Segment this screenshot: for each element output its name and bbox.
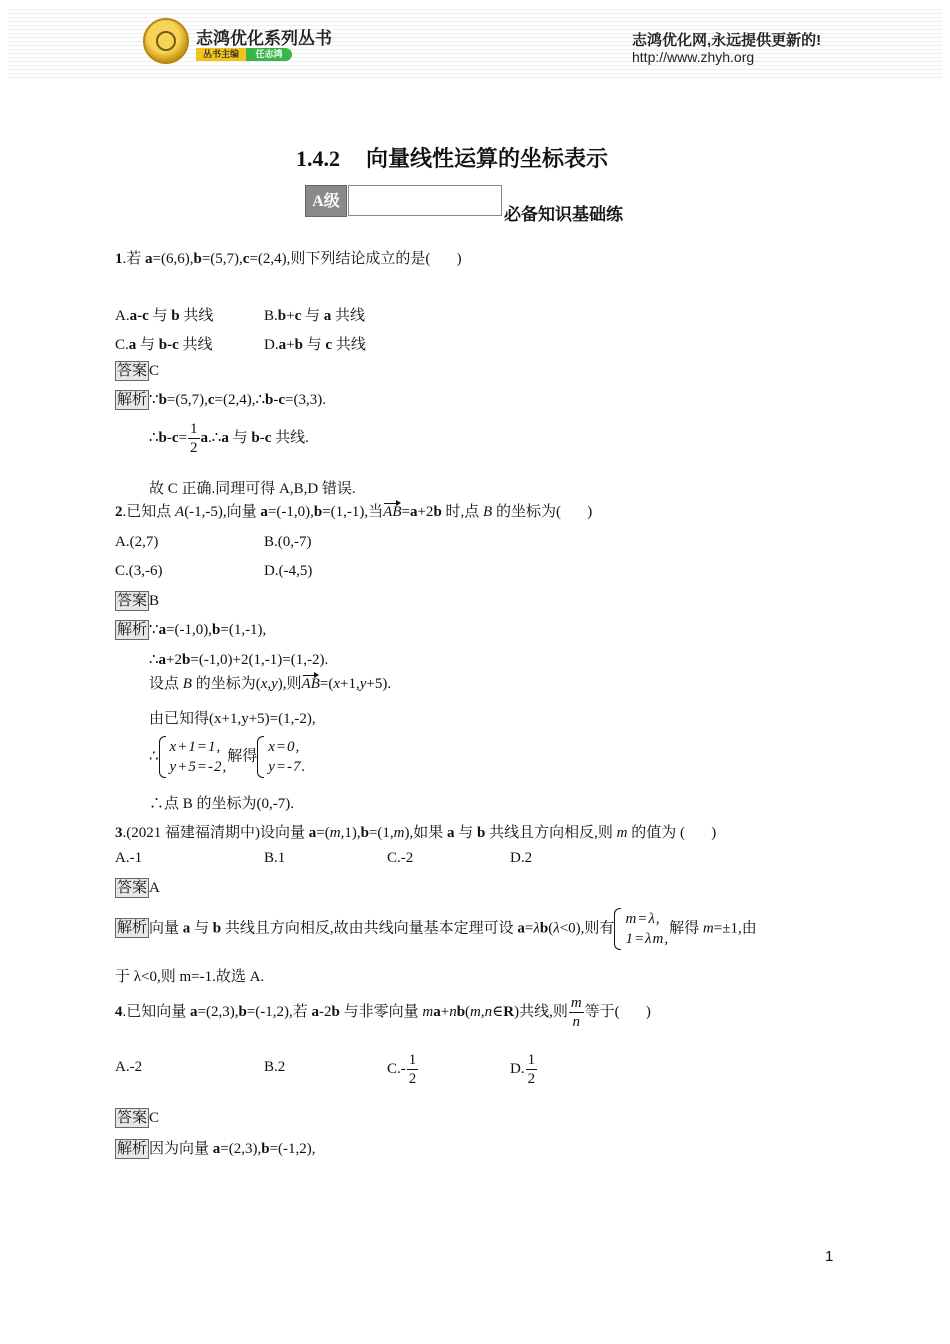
level-box	[348, 185, 502, 216]
q3-option-a: A.-1	[115, 850, 143, 866]
q1-analysis-2: ∴b-c= $\frac{1}{2}$ a.∴a 与 b-c 共线.	[149, 421, 309, 456]
equation-system: m=λ, 1=λm,	[614, 908, 669, 950]
analysis-label: 解析	[117, 622, 148, 638]
series-editor-label: 丛书主编	[196, 48, 246, 61]
section-number: 1.4.2	[296, 146, 340, 171]
answer-label: 答案	[117, 593, 148, 609]
vector-ab: AB	[302, 672, 320, 693]
question-4: 4.已知向量 a=(2,3),b=(-1,2),若 a-2b 与非零向量 ma+nb(m,n∈R)共线,则 $\frac{m}{n}$ 等于( )	[115, 995, 651, 1030]
fraction-m-over-n: $\frac{m}{n}$	[570, 995, 582, 1030]
publisher-logo	[143, 18, 189, 64]
q2-analysis-4: 由已知得(x+1,y+5)=(1,-2),	[149, 711, 316, 727]
vector-ab: AB	[383, 500, 401, 521]
fraction: $\frac{1}{2}$	[527, 1052, 536, 1087]
question-1: 1.若 a=(6,6),b=(5,7),c=(2,4),则下列结论成立的是( )	[115, 251, 462, 267]
series-editor-name: 任志鸿	[246, 48, 292, 61]
q4-option-a: A.-2	[115, 1059, 143, 1075]
analysis-label: 解析	[117, 920, 148, 937]
solution-system: x=0, y=-7.	[257, 736, 306, 778]
level-text: 必备知识基础练	[504, 205, 623, 224]
question-3: 3.(2021 福建福清期中)设向量 a=(m,1),b=(1,m),如果 a 与 b 共线且方向相反,则 m 的值为 ( )	[115, 825, 717, 841]
q1-option-a: A.a-c 与 b 共线	[115, 308, 214, 324]
q1-analysis-3: 故 C 正确.同理可得 A,B,D 错误.	[149, 481, 356, 497]
q2-option-a: A.(2,7)	[115, 534, 159, 550]
q4-option-d: D. $\frac{1}{2}$	[510, 1052, 536, 1087]
site-url[interactable]: http://www.zhyh.org	[632, 49, 755, 65]
equation-system: x+1=1, y+5=-2,	[159, 736, 228, 778]
q1-option-d: D.a+b 与 c 共线	[264, 337, 366, 353]
site-slogan: 志鸿优化网,永远提供更新的!	[632, 32, 822, 49]
fraction: $\frac{1}{2}$	[408, 1052, 417, 1087]
q4-option-b: B.2	[264, 1059, 286, 1075]
q1-analysis-1: 解析 ∵b=(5,7),c=(2,4),∴b-c=(3,3).	[117, 392, 326, 408]
q3-analysis-2: 于 λ<0,则 m=-1.故选 A.	[115, 969, 265, 985]
q3-option-b: B.1	[264, 850, 286, 866]
page-title	[296, 142, 608, 173]
series-title: 志鸿优化系列丛书	[196, 29, 332, 48]
q1-answer: 答案 C	[117, 363, 160, 379]
answer-label: 答案	[117, 880, 148, 896]
section-title: 向量线性运算的坐标表示	[366, 146, 609, 171]
q2-option-c: C.(3,-6)	[115, 563, 163, 579]
q2-analysis-3: 设点 B 的坐标为(x,y),则AB=(x+1,y+5).	[149, 672, 391, 693]
q2-analysis-5: ∴点 B 的坐标为(0,-7).	[149, 796, 294, 812]
answer-label: 答案	[117, 363, 148, 379]
q1-option-b: B.b+c 与 a 共线	[264, 308, 366, 324]
q2-option-b: B.(0,-7)	[264, 534, 312, 550]
q3-option-d: D.2	[510, 850, 533, 866]
q2-analysis-1: 解析 ∵a=(-1,0),b=(1,-1),	[117, 622, 267, 638]
q4-answer: 答案 C	[117, 1110, 160, 1126]
fraction: $\frac{1}{2}$	[190, 421, 198, 456]
page-number: 1	[825, 1248, 834, 1265]
answer-label: 答案	[117, 1110, 148, 1126]
analysis-label: 解析	[117, 1141, 148, 1157]
q2-analysis-2: ∴a+2b=(-1,0)+2(1,-1)=(1,-2).	[149, 652, 329, 668]
level-badge: A级	[305, 185, 347, 217]
q2-analysis-system: ∴ x+1=1, y+5=-2, 解得 x=0, y=-7.	[149, 736, 306, 778]
q1-option-c: C.a 与 b-c 共线	[115, 337, 213, 353]
q4-analysis-1: 解析 因为向量 a=(2,3),b=(-1,2),	[117, 1141, 316, 1157]
q3-answer: 答案 A	[117, 880, 160, 896]
question-2: 2.已知点 A(-1,-5),向量 a=(-1,0),b=(1,-1),当AB=a+2b 时,点 B 的坐标为( )	[115, 500, 592, 521]
analysis-label: 解析	[117, 392, 148, 408]
q3-option-c: C.-2	[387, 850, 414, 866]
q2-option-d: D.(-4,5)	[264, 563, 313, 579]
q2-answer: 答案 B	[117, 593, 160, 609]
q3-analysis-1: 解析 向量 a 与 b 共线且方向相反,故由共线向量基本定理可设 a=λb(λ<0),则有 m=λ, 1=λm, 解得 m=±1,由	[115, 908, 757, 950]
q4-option-c: C.- $\frac{1}{2}$	[387, 1052, 417, 1087]
